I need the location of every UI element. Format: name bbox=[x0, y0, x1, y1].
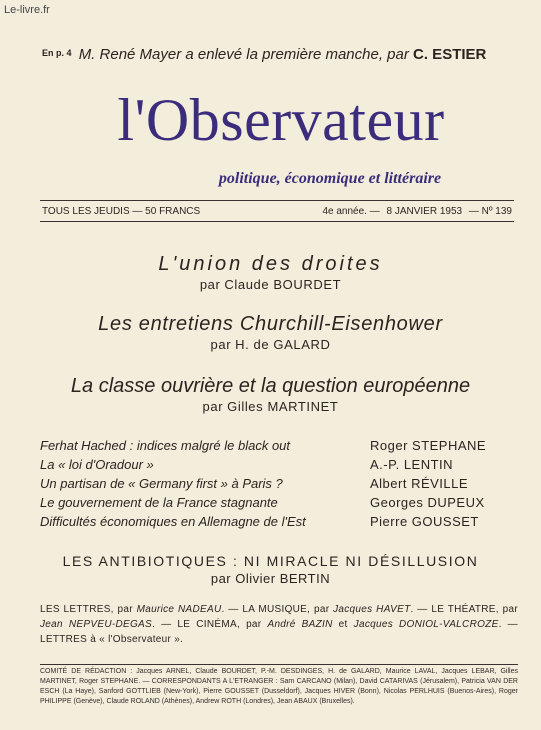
publication-frequency-price: TOUS LES JEUDIS — 50 FRANCS bbox=[42, 205, 201, 217]
section-rubriques: LES LETTRES, par Maurice NADEAU. — LA MUSIQUE, par Jacques HAVET. — LE THÉATRE, par Jean NEPVEU-DEGAS. — LE CINÉMA, par André BAZIN et Jacques DONIOL-VALCROZE. — LETTRES à « l'Observateur ». bbox=[40, 604, 518, 645]
masthead-title: l'Observateur bbox=[117, 87, 445, 153]
contents-author: Roger STEPHANE bbox=[370, 438, 487, 453]
lead-article-title: Les entretiens Churchill-Eisenhower bbox=[98, 313, 443, 335]
kicker-text: M. René Mayer a enlevé la première manche, par bbox=[78, 46, 409, 63]
contents-title: La « loi d'Oradour » bbox=[40, 457, 154, 472]
list-item bbox=[40, 455, 520, 474]
contents-title: Difficultés économiques en Allemagne de l'Est bbox=[40, 514, 306, 529]
lead-article-author: Claude BOURDET bbox=[224, 277, 342, 292]
watermark: Le-livre.fr bbox=[4, 4, 50, 16]
table-of-contents bbox=[40, 436, 520, 531]
masthead-tagline: politique, économique et littéraire bbox=[218, 170, 442, 187]
page-reference: En p. 4 bbox=[42, 48, 72, 58]
contents-title: Un partisan de « Germany first » à Paris ? bbox=[40, 476, 283, 491]
rubrique-author: Jacques HAVET bbox=[333, 604, 411, 615]
issue-number: — Nº 139 bbox=[468, 205, 512, 217]
list-item bbox=[40, 512, 520, 531]
contents-title: Ferhat Hached : indices malgré le black out bbox=[40, 438, 291, 453]
lead-article-byline: par Gilles MARTINET bbox=[202, 399, 339, 414]
issue-details bbox=[318, 206, 512, 217]
contents-author: Georges DUPEUX bbox=[370, 495, 485, 510]
lead-article bbox=[0, 312, 541, 353]
lead-article-author: Gilles MARTINET bbox=[227, 399, 339, 414]
list-item bbox=[40, 474, 520, 493]
kicker-line bbox=[42, 46, 486, 63]
list-item bbox=[40, 493, 520, 512]
issue-date: 8 JANVIER 1953 bbox=[386, 205, 463, 217]
contents-title: Le gouvernement de la France stagnante bbox=[40, 495, 278, 510]
kicker-author: C. ESTIER bbox=[413, 46, 487, 63]
contents-author: Albert RÉVILLE bbox=[370, 476, 469, 491]
rubrique-author: Jean NEPVEU-DEGAS bbox=[40, 619, 152, 630]
lead-article-author: H. de GALARD bbox=[235, 337, 331, 352]
lead-article bbox=[0, 374, 541, 415]
lead-article-byline: par Claude BOURDET bbox=[199, 277, 342, 292]
feature-title: LES ANTIBIOTIQUES : NI MIRACLE NI DÉSILLUSION bbox=[62, 553, 479, 569]
feature-article bbox=[0, 552, 541, 588]
rubrique-author: Jacques DONIOL-VALCROZE bbox=[353, 619, 499, 630]
lead-article-title: L'union des droites bbox=[158, 253, 383, 275]
issue-year: 4e année. — bbox=[322, 205, 380, 217]
contents-author: Pierre GOUSSET bbox=[370, 514, 479, 529]
rubrique-author: Maurice NADEAU bbox=[136, 604, 222, 615]
lead-article-byline: par H. de GALARD bbox=[210, 337, 331, 352]
lead-article-title: La classe ouvrière et la question européenne bbox=[70, 375, 471, 397]
lead-article bbox=[0, 252, 541, 293]
feature-byline: par Olivier BERTIN bbox=[210, 571, 331, 586]
editorial-committee: COMITÉ DE RÉDACTION : Jacques ARNEL, Claude BOURDET, P.-M. DESDINGES, H. de GALARD, Maurice LAVAL, Jacques LEBAR, Gilles MARTINET, Roger STEPHANE. — CORRESPONDANTS A L'ETRANGER : Sam CARCANO (Milan), David CATARIVAS (Jérusalem), Patricia VAN DER ESCH (La Haye), Sanford GOTTLIEB (New-York), Pierre GOUSSET (Dusseldorf), Jacques HIVER (Bonn), Nicolas PERLHUIS (Buenos-Aires), Roger PHILIPPE (Genève), Claude ROLAND (Athènes), Andrew ROTH (Londres), Jean ABAUX (Bruxelles). bbox=[40, 664, 518, 707]
rubrique-author: André BAZIN bbox=[267, 619, 333, 630]
contents-author: A.-P. LENTIN bbox=[370, 457, 454, 472]
list-item bbox=[40, 436, 520, 455]
issue-info-bar bbox=[40, 200, 514, 222]
